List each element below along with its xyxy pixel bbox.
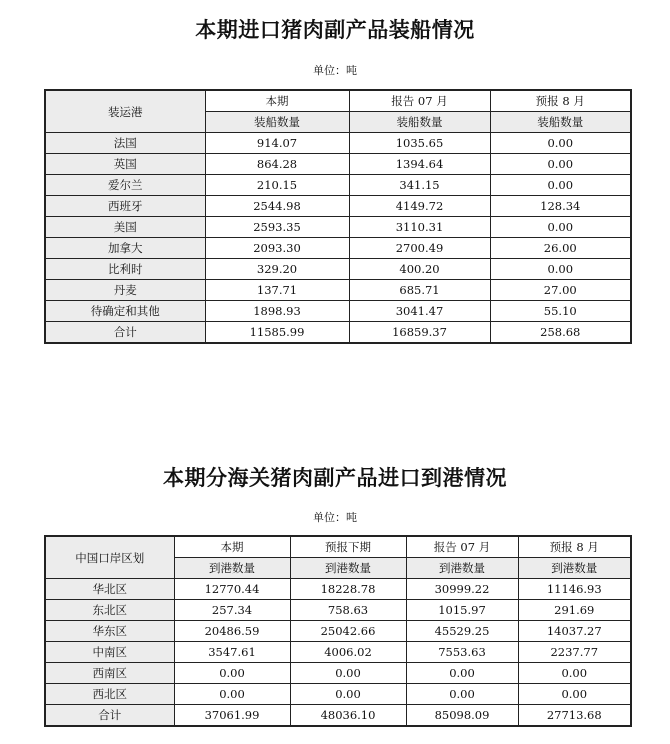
cell-current: 0.00: [174, 663, 290, 684]
cell-forecast: 291.69: [518, 600, 631, 621]
cell-forecast: 0.00: [490, 259, 631, 280]
cell-forecast: 27713.68: [518, 705, 631, 727]
row-label: 合计: [45, 322, 205, 344]
cell-next: 0.00: [290, 663, 406, 684]
arrival-header-next: 预报下期: [290, 536, 406, 558]
table-row: [45, 238, 631, 259]
row-label: 东北区: [45, 600, 174, 621]
row-label: 英国: [45, 154, 205, 175]
shipment-header-forecast: 预报 8 月: [490, 90, 631, 112]
arrival-unit: 单位：吨: [313, 511, 357, 524]
cell-report: 4149.72: [349, 196, 490, 217]
table-row: [45, 175, 631, 196]
row-label: 法国: [45, 133, 205, 154]
cell-report: 341.15: [349, 175, 490, 196]
row-label: 西北区: [45, 684, 174, 705]
table-row: [45, 621, 631, 642]
cell-current: 0.00: [174, 684, 290, 705]
cell-report: 3041.47: [349, 301, 490, 322]
arrival-header-forecast: 预报 8 月: [518, 536, 631, 558]
cell-report: 7553.63: [406, 642, 518, 663]
shipment-header-current: 本期: [205, 90, 349, 112]
table-row: [45, 196, 631, 217]
arrival-subheader-next: 到港数量: [290, 558, 406, 579]
cell-current: 2544.98: [205, 196, 349, 217]
cell-report: 1015.97: [406, 600, 518, 621]
table-row: [45, 259, 631, 280]
table-row: [45, 642, 631, 663]
cell-report: 16859.37: [349, 322, 490, 344]
shipment-header-port: 装运港: [45, 90, 205, 133]
cell-report: 3110.31: [349, 217, 490, 238]
cell-current: 210.15: [205, 175, 349, 196]
arrival-subheader-current: 到港数量: [174, 558, 290, 579]
cell-report: 0.00: [406, 663, 518, 684]
cell-forecast: 11146.93: [518, 579, 631, 600]
table-row: [45, 600, 631, 621]
cell-forecast: 0.00: [518, 663, 631, 684]
cell-next: 758.63: [290, 600, 406, 621]
shipment-table: [44, 89, 632, 344]
table-row: [45, 663, 631, 684]
row-label: 加拿大: [45, 238, 205, 259]
cell-forecast: 0.00: [490, 175, 631, 196]
cell-report: 2700.49: [349, 238, 490, 259]
cell-current: 864.28: [205, 154, 349, 175]
table-row: [45, 217, 631, 238]
cell-next: 18228.78: [290, 579, 406, 600]
cell-forecast: 128.34: [490, 196, 631, 217]
cell-report: 0.00: [406, 684, 518, 705]
arrival-header-region: 中国口岸区划: [45, 536, 174, 579]
table-row: [45, 280, 631, 301]
arrival-subheader-forecast: 到港数量: [518, 558, 631, 579]
row-label: 待确定和其他: [45, 301, 205, 322]
cell-forecast: 55.10: [490, 301, 631, 322]
cell-current: 12770.44: [174, 579, 290, 600]
cell-current: 137.71: [205, 280, 349, 301]
cell-current: 3547.61: [174, 642, 290, 663]
cell-next: 4006.02: [290, 642, 406, 663]
arrival-header-current: 本期: [174, 536, 290, 558]
table-row: [45, 133, 631, 154]
cell-forecast: 2237.77: [518, 642, 631, 663]
row-label: 合计: [45, 705, 174, 727]
cell-next: 48036.10: [290, 705, 406, 727]
cell-report: 1394.64: [349, 154, 490, 175]
arrival-header-report: 报告 07 月: [406, 536, 518, 558]
cell-current: 1898.93: [205, 301, 349, 322]
row-label: 西班牙: [45, 196, 205, 217]
shipment-subheader-report: 装船数量: [349, 112, 490, 133]
cell-forecast: 26.00: [490, 238, 631, 259]
cell-report: 45529.25: [406, 621, 518, 642]
cell-current: 2593.35: [205, 217, 349, 238]
cell-current: 914.07: [205, 133, 349, 154]
row-label: 比利时: [45, 259, 205, 280]
row-label: 中南区: [45, 642, 174, 663]
shipment-header-report: 报告 07 月: [349, 90, 490, 112]
cell-report: 1035.65: [349, 133, 490, 154]
row-label: 爱尔兰: [45, 175, 205, 196]
cell-forecast: 258.68: [490, 322, 631, 344]
cell-current: 257.34: [174, 600, 290, 621]
table-row-total: [45, 322, 631, 344]
cell-report: 85098.09: [406, 705, 518, 727]
row-label: 丹麦: [45, 280, 205, 301]
cell-current: 20486.59: [174, 621, 290, 642]
row-label: 华东区: [45, 621, 174, 642]
cell-next: 25042.66: [290, 621, 406, 642]
table-row: [45, 684, 631, 705]
cell-next: 0.00: [290, 684, 406, 705]
arrival-title: 本期分海关猪肉副产品进口到港情况: [163, 466, 507, 490]
shipment-unit: 单位：吨: [313, 64, 357, 77]
row-label: 西南区: [45, 663, 174, 684]
cell-current: 2093.30: [205, 238, 349, 259]
shipment-subheader-current: 装船数量: [205, 112, 349, 133]
cell-current: 37061.99: [174, 705, 290, 727]
arrival-subheader-report: 到港数量: [406, 558, 518, 579]
cell-report: 400.20: [349, 259, 490, 280]
table-row-total: [45, 705, 631, 727]
arrival-table: [44, 535, 632, 727]
cell-forecast: 0.00: [490, 217, 631, 238]
cell-forecast: 14037.27: [518, 621, 631, 642]
cell-current: 329.20: [205, 259, 349, 280]
shipment-subheader-forecast: 装船数量: [490, 112, 631, 133]
row-label: 华北区: [45, 579, 174, 600]
table-row: [45, 301, 631, 322]
table-row: [45, 154, 631, 175]
cell-forecast: 0.00: [518, 684, 631, 705]
cell-forecast: 0.00: [490, 133, 631, 154]
row-label: 美国: [45, 217, 205, 238]
cell-forecast: 27.00: [490, 280, 631, 301]
cell-forecast: 0.00: [490, 154, 631, 175]
shipment-title: 本期进口猪肉副产品装船情况: [195, 18, 475, 42]
cell-current: 11585.99: [205, 322, 349, 344]
cell-report: 685.71: [349, 280, 490, 301]
table-row: [45, 579, 631, 600]
cell-report: 30999.22: [406, 579, 518, 600]
